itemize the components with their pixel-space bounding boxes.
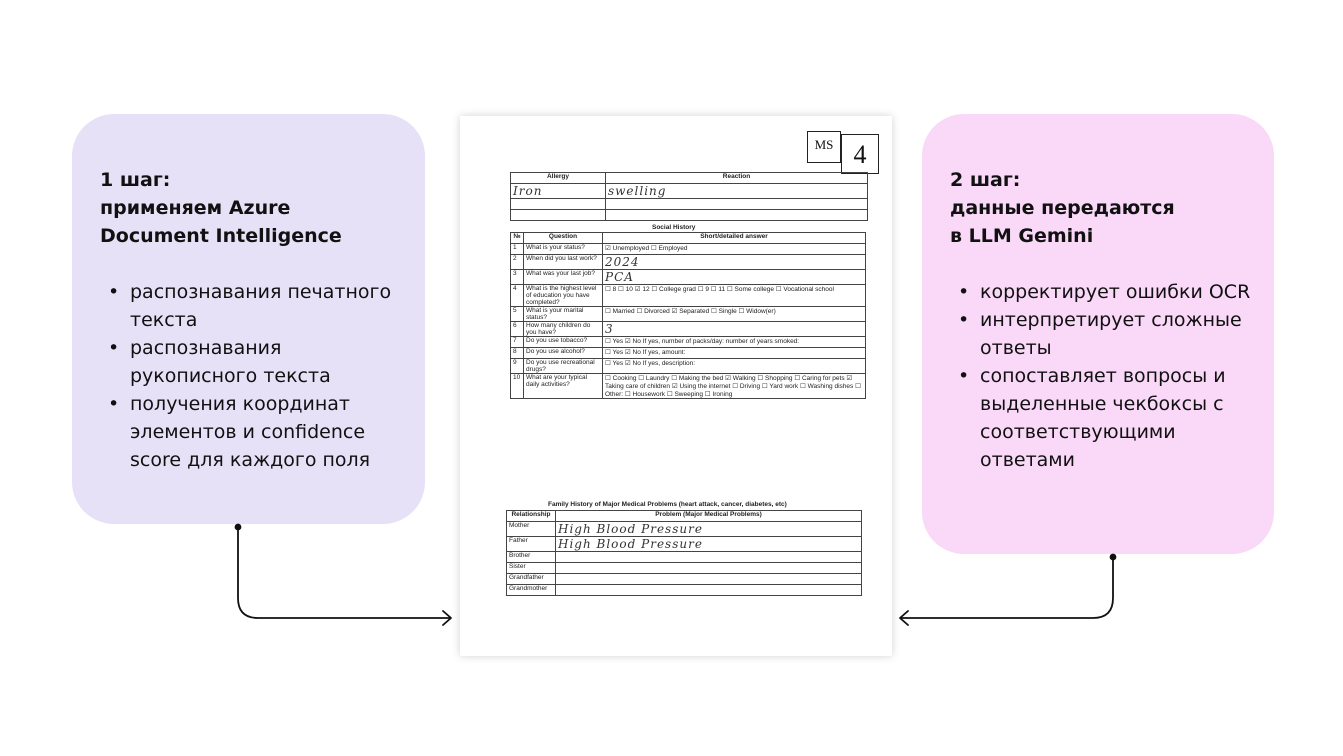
row-question: Do you use tobacco? xyxy=(524,337,603,348)
row-number: 5 xyxy=(511,307,524,322)
row-answer: ☐ 8 ☐ 10 ☑ 12 ☐ College grad ☐ 9 ☐ 11 ☐ Some college ☐ Vocational school xyxy=(603,285,866,307)
step1-bullet: • распознавания рукописного текста xyxy=(108,334,408,390)
row-number: 9 xyxy=(511,359,524,374)
step1-title-line: 1 шаг: xyxy=(100,169,171,191)
row-number: 6 xyxy=(511,322,524,337)
social-header-cell: № xyxy=(511,233,524,244)
row-question: What are your typical daily activities? xyxy=(524,374,603,399)
family-relationship: Grandmother xyxy=(507,585,556,596)
step2-title-line: данные передаются xyxy=(950,197,1175,219)
row-answer: ☑ Unemployed ☐ Employed xyxy=(603,244,866,255)
ms-label: MS xyxy=(807,131,841,163)
family-header-cell: Problem (Major Medical Problems) xyxy=(556,511,862,522)
page-number: 4 xyxy=(841,134,879,174)
allergy-cell: Iron xyxy=(511,184,606,199)
family-history-title: Family History of Major Medical Problems (heart attack, cancer, diabetes, etc) xyxy=(548,501,787,508)
row-number: 10 xyxy=(511,374,524,399)
family-problem: High Blood Pressure xyxy=(556,522,862,537)
arrow-left-to-document xyxy=(238,527,450,618)
row-question: Do you use alcohol? xyxy=(524,348,603,359)
allergy-header-cell: Allergy xyxy=(511,173,606,184)
family-relationship: Mother xyxy=(507,522,556,537)
row-question: What was your last job? xyxy=(524,270,603,285)
social-history-title: Social History xyxy=(652,224,696,231)
row-number: 3 xyxy=(511,270,524,285)
row-answer: ☐ Yes ☑ No If yes, number of packs/day: number of years smoked: xyxy=(603,337,866,348)
row-number: 8 xyxy=(511,348,524,359)
row-number: 4 xyxy=(511,285,524,307)
family-header-cell: Relationship xyxy=(507,511,556,522)
row-number: 1 xyxy=(511,244,524,255)
step1-title-line: Document Intelligence xyxy=(100,225,342,247)
step2-title-line: 2 шаг: xyxy=(950,169,1021,191)
step2-bullet: • сопоставляет вопросы и выделенные чекбоксы с соответствующими ответами xyxy=(958,362,1258,474)
step1-bullet: • получения координат элементов и confidence score для каждого поля xyxy=(108,390,408,474)
step2-bullet: • интерпретирует сложные ответы xyxy=(958,306,1258,362)
step2-bullet: • корректирует ошибки OCR xyxy=(958,278,1258,306)
step1-title-line: применяем Azure xyxy=(100,197,291,219)
allergy-header-cell: Reaction xyxy=(606,173,868,184)
family-relationship: Brother xyxy=(507,552,556,563)
family-relationship: Father xyxy=(507,537,556,552)
row-answer: 3 xyxy=(603,322,866,337)
row-question: What is the highest level of education you have completed? xyxy=(524,285,603,307)
family-relationship: Sister xyxy=(507,563,556,574)
row-answer: ☐ Yes ☑ No If yes, amount: xyxy=(603,348,866,359)
step2-title-line: в LLM Gemini xyxy=(950,225,1094,247)
row-question: How many children do you have? xyxy=(524,322,603,337)
row-question: Do you use recreational drugs? xyxy=(524,359,603,374)
row-number: 7 xyxy=(511,337,524,348)
row-number: 2 xyxy=(511,255,524,270)
row-answer: ☐ Married ☐ Divorced ☑ Separated ☐ Single ☐ Widow(er) xyxy=(603,307,866,322)
row-answer: PCA xyxy=(603,270,866,285)
family-problem: High Blood Pressure xyxy=(556,537,862,552)
row-answer: ☐ Yes ☑ No If yes, description: xyxy=(603,359,866,374)
family-relationship: Grandfather xyxy=(507,574,556,585)
row-answer: ☐ Cooking ☐ Laundry ☐ Making the bed ☑ Walking ☐ Shopping ☐ Caring for pets ☑ Taking care of children ☑ Using the internet ☐ Driving ☐ Yard work ☐ Washing dishes ☐ Other: ☐ Housework ☐ Sweeping ☐ Ironing xyxy=(603,374,866,399)
step1-bullet: • распознавания печатного текста xyxy=(108,278,408,334)
arrow-right-to-document xyxy=(901,557,1113,618)
social-header-cell: Short/detailed answer xyxy=(603,233,866,244)
row-question: When did you last work? xyxy=(524,255,603,270)
row-answer: 2024 xyxy=(603,255,866,270)
row-question: What is your status? xyxy=(524,244,603,255)
social-header-cell: Question xyxy=(524,233,603,244)
row-question: What is your marital status? xyxy=(524,307,603,322)
allergy-cell: swelling xyxy=(606,184,868,199)
